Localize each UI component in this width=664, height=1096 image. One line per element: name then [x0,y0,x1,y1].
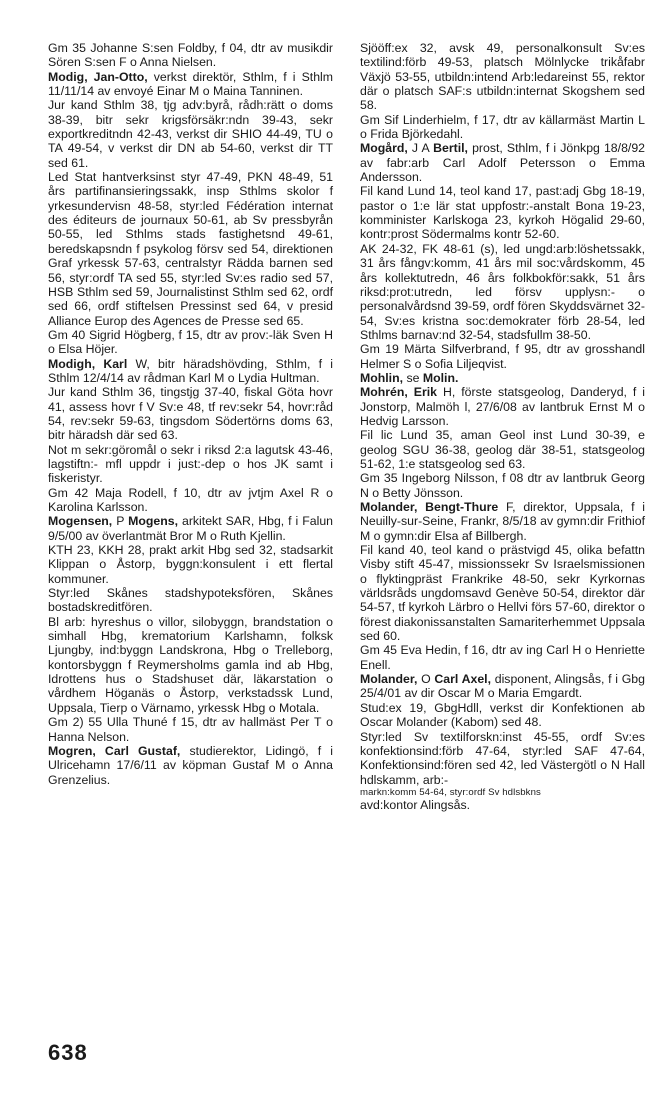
entry-text: Led Stat hantverksinst styr 47-49, PKN 48-49, 51 års partifinansieringssakk, insp Sthlms skolor f yrkesundervisn 48-58, styr:led Fédération internat des éditeurs de journaux 50-61, ab Sv pressbyrån 50-55, led Sthlms stads fastighetsnd 49-61, beredskapsndn f psykolog försv sed 54, direktionen Graf yrkessk 57-63, centralstyr Rädda barnen sed 56, styr:ordf TA sed 55, styr:led Sv:es radio sed 57, HSB Sthlm sed 59, Journalistinst Sthlm sed 62, ordf sed 66, ordf stiftelsen Pressinst sed 64, v presid Alliance Europ des Agences de Presse sed 65. [48,170,333,328]
entry-text: Gm 19 Märta Silfverbrand, f 95, dtr av grosshandl Helmer S o Sofia Liljeqvist. [360,342,645,371]
entry-text: Fil kand 40, teol kand o prästvigd 45, olika befattn Visby stift 45-47, missionssekr Sv Israelsmissionen o flyktingpräst Frankrike 48-50, sekr Kyrkornas världsråds ungdomsavd Genève 50-54, direktor där 54-57, tf kyrkoh Lärbro o Hellvi förs 57-60, direktor o förest diakonissanstalten Samariterhemmet Uppsala sed 60. [360,543,646,644]
cross-reference: Molin. [422,370,459,385]
entry-text: verkst direktör, Sthlm, f i Sthlm 11/11/14 av envoyé Einar M o Maina Tanninen. [48,69,334,99]
entry-text: Gm 35 Johanne S:sen Foldby, f 04, dtr av musikdir Sören S:sen F o Anna Nielsen. [48,41,333,70]
entry-text-small: markn:komm 54-64, styr:ordf Sv hdlsbkns [360,786,541,798]
entry-name: Molander, Bengt-Thure [360,500,499,514]
entry-text: KTH 23, KKH 28, prakt arkit Hbg sed 32, stadsarkit Klippan o Åstorp, byggn:konsulent i ett flertal kommuner. [48,543,333,586]
entry-mohlin [360,371,645,385]
entry-text: Styr:led Sv textilforskn:inst 45-55, ordf Sv:es konfektionsind:förb 47-64, styr:led SAF 47-64, Konfektionsind:fören sed 42, led Västergötl o N Hall hdlskamm, arb:- [360,729,645,787]
entry-name: Mogensen, [48,514,113,529]
entry-mogensen [48,514,333,543]
entry-text: Jur kand Sthlm 38, tjg adv:byrå, rådh:rätt o doms 38-39, bitr sekr krigsförsäkr:ndn 39-43, sekr exportkreditndn 42-43, verkst dir SHIO 44-49, TU o TA 49-54, v verkst dir DN ab 54-60, verkst dir TT sed 61. [48,98,333,170]
entry-text: O [417,672,435,687]
entry-name: Mohrén, Erik [360,385,438,400]
entry-molander-carl-axel [360,672,645,701]
entry-text: Bl arb: hyreshus o villor, silobyggn, brandstation o simhall Hbg, krematorium Karlshamn, folksk Ljungby, ind:byggn Landskrona, Hbg o Trelleborg, kontorsbyggn f Reymersholms gamla ind ab Hbg, Idrottens hus o Stadshuset där, läkarstation o vårdhem Höganäs o Åstorp, verkstadssk Lund, Uppsala, Tierp o Värnamo, yrkessk Hbg o Motala. [48,614,333,715]
entry-text: Gm 45 Eva Hedin, f 16, dtr av ing Carl H o Henriette Enell. [360,643,645,672]
entry-text: avd:kontor Alingsås. [360,797,471,812]
entry-text: Gm 42 Maja Rodell, f 10, dtr av jvtjm Axel R o Karolina Karlsson. [48,485,333,514]
entry-text: disponent, Alingsås, f i Gbg 25/4/01 av dir Oscar M o Maria Emgardt. [360,672,645,701]
entry-text: H, förste statsgeolog, Danderyd, f i Jonstorp, Malmöh l, 27/6/08 av lantbruk Ernst M o Hedvig Larsson. [360,385,646,428]
entry-text: studierektor, Lidingö, f i Ulricehamn 17/6/11 av köpman Gustaf M o Anna Grenzelius. [48,743,334,787]
entry-text: W, bitr häradshövding, Sthlm, f i Sthlm 12/4/14 av rådman Karl M o Lydia Hultman. [48,356,333,385]
entry-text: Gm 2) 55 Ulla Thuné f 15, dtr av hallmäst Per T o Hanna Nelson. [48,715,333,744]
entry-name: Mohlin, [360,370,404,385]
entry-name: Mogren, Carl Gustaf, [48,743,181,758]
entry-text: arkitekt SAR, Hbg, f i Falun 9/5/00 av överlantmät Bror M o Ruth Kjellin. [48,514,333,543]
entry-mohren [360,385,645,428]
entry-text: Stud:ex 19, GbgHdll, verkst dir Konfektionen ab Oscar Molander (Kabom) sed 48. [360,700,645,730]
entry-name: Modigh, Karl [48,356,128,371]
entry-name: Modig, Jan-Otto, [48,69,148,84]
right-column [360,41,645,812]
page-number: 638 [48,1040,88,1065]
entry-text: P [112,514,129,529]
entry-text: Fil kand Lund 14, teol kand 17, past:adj Gbg 18-19, pastor o 1:e lär stat uppfostr:-anstalt Bona 19-23, komminister Karlskoga 23, kyrkoh Högalid 29-60, kontr:prost Södermalms kontr 52-60. [360,184,645,242]
entry-text: J A [407,141,434,156]
entry-text: se [403,370,423,385]
entry-text: Not m sekr:göromål o sekr i riksd 2:a lagutsk 43-46, lagstiftn:- mfl uppdr i just:-dep o hos JK samt i fiskeristyr. [48,442,333,486]
entry-name: Mogens, [128,514,179,529]
entry-text: Gm 35 Ingeborg Nilsson, f 08 dtr av lantbruk Georg N o Betty Jönsson. [360,471,645,500]
left-column [48,41,333,787]
entry-molander-bengt-thure [360,500,645,543]
entry-modig [48,70,333,99]
entry-text: Gm Sif Linderhielm, f 17, dtr av källarmäst Martin L o Frida Björkedahl. [360,112,645,142]
entry-modigh [48,357,333,386]
entry-text: Sjööff:ex 32, avsk 49, personalkonsult Sv:es textilind:förb 49-53, platsch Mölnlycke trikåfabr Växjö 53-55, utbildn:intend Arb:ledareinst 55, rektor där o platsch SAF:s utbildn:internat Skogshem sed 58. [360,41,645,113]
entry-text: F, direktor, Uppsala, f i Neuilly-sur-Seine, Frankr, 8/5/18 av gymn:dir Frithiof M o gymn:dir Elsa af Billbergh. [360,500,645,543]
entry-text: AK 24-32, FK 48-61 (s), led ungd:arb:löshetssakk, 31 års fångv:komm, 41 års mil soc:vårdskomm, 45 års kollektutredn, 46 års folkbokför:sakk, 51 års riksd:prot:utredn, led försv upplysn:- o personalvårdsnd 39-59, ordf fören Skyddsvärnet 32-54, Sv:es kristna soc:demokrater förb 28-54, led Sthlms barnav:nd 32-54, stadsfullm 38-50. [360,241,645,342]
entry-text: Fil lic Lund 35, aman Geol inst Lund 30-39, e geolog SGU 36-38, geolog där 38-51, statsgeolog 51-62, 1:e statsgeolog sed 63. [360,428,645,471]
entry-name: Carl Axel, [434,672,492,687]
entry-name: Molander, [360,672,418,687]
entry-text: Jur kand Sthlm 36, tingstjg 37-40, fiskal Göta hovr 41, assess hovr f V Sv:e 48, tf rev:sekr 54, hovr:råd 54, rev:sekr 59-63, tingsdom Södertörns doms 63, bitr häradsh där sed 63. [48,385,333,443]
entry-text: Styr:led Skånes stadshypoteksfören, Skånes bostadskreditfören. [48,586,333,615]
entry-mogard [360,141,645,184]
entry-text: prost, Sthlm, f i Jönkpg 18/8/92 av fabr:arb Carl Adolf Petersson o Emma Andersson. [360,141,645,185]
entry-text: Gm 40 Sigrid Högberg, f 15, dtr av prov:-läk Sven H o Elsa Höjer. [48,327,333,357]
entry-name: Mogård, [360,141,408,156]
entry-mogren [48,744,333,787]
entry-name: Bertil, [433,141,468,156]
